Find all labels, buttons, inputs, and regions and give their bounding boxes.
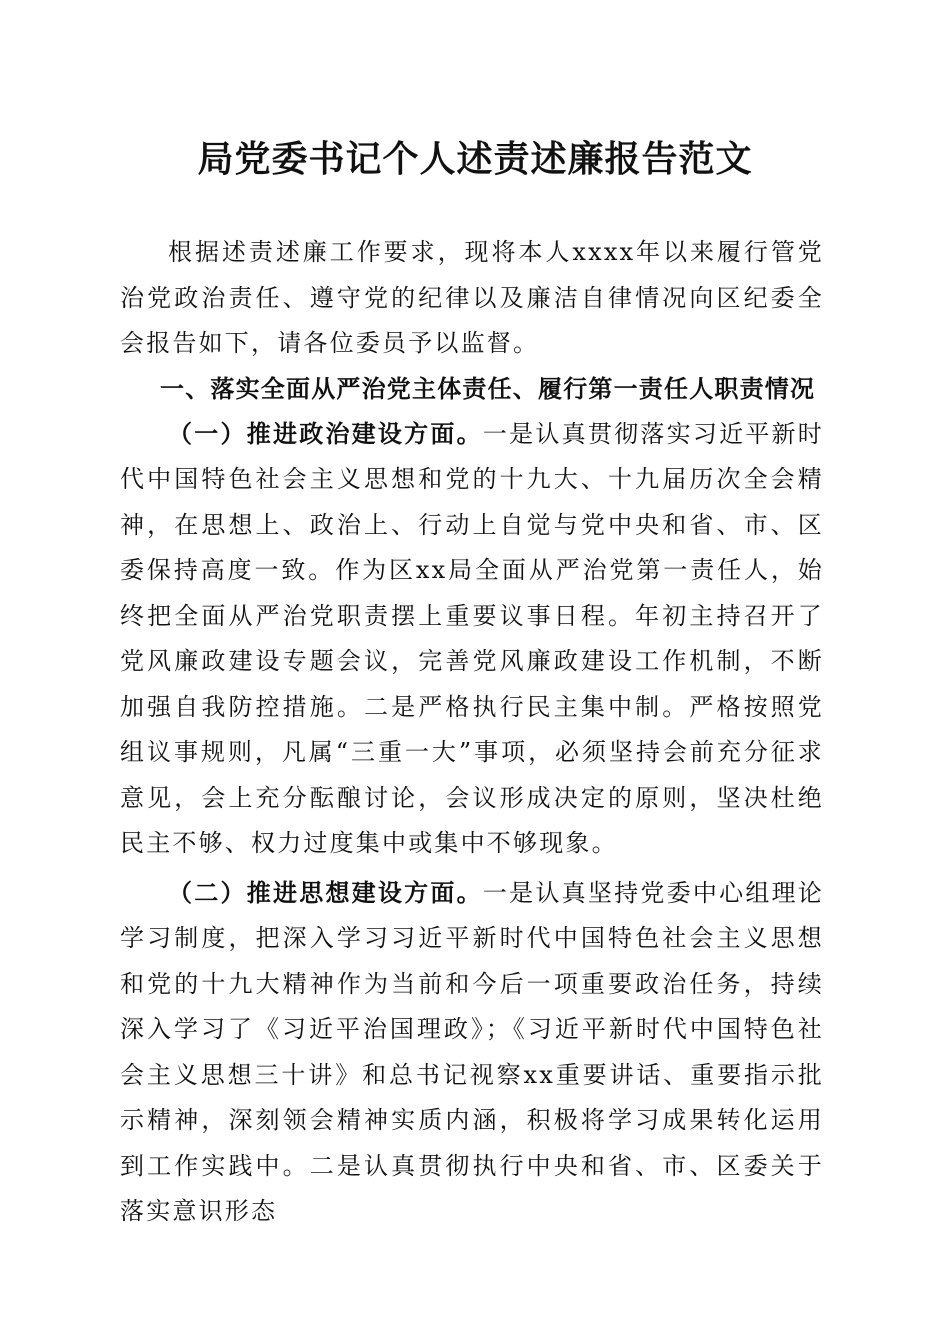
paragraph-lead: （二）推进思想建设方面。 (168, 877, 483, 907)
paragraph-political-construction (120, 411, 824, 867)
section-heading: 一、落实全面从严治党主体责任、履行第一责任人职责情况 (160, 373, 816, 403)
paragraph-text: 一是认真坚持党委中心组理论学习制度，把深入学习习近平新时代中国特色社会主义思想和党的十九大精神作为当前和今后一项重要政治任务，持续深入学习了《习近平治国理政》；《习近平新时代中国特色社会主义思想三十讲》和总书记视察xx重要讲话、重要指示批示精神，深刻领会精神实质内涵，积极将学习成果转化运用到工作实践中。二是认真贯彻执行中央和省、市、区委关于落实意识形态 (120, 878, 824, 1225)
paragraph-text: 一是认真贯彻落实习近平新时代中国特色社会主义思想和党的十九大、十九届历次全会精神，在思想上、政治上、行动上自觉与党中央和省、市、区委保持高度一致。作为区xx局全面从严治党第一责任人，始终把全面从严治党职责摆上重要议事日程。年初主持召开了党风廉政建设专题会议，完善党风廉政建设工作机制，不断加强自我防控措施。二是严格执行民主集中制。严格按照党组议事规则，凡属“三重一大”事项，必须坚持会前充分征求意见，会上充分酝酿讨论，会议形成决定的原则，坚决杜绝民主不够、权力过度集中或集中不够现象。 (120, 419, 824, 857)
intro-paragraph: 根据述责述廉工作要求，现将本人xxxx年以来履行管党治党政治责任、遵守党的纪律以及廉洁自律情况向区纪委全会报告如下，请各位委员予以监督。 (120, 238, 824, 357)
paragraph-lead: （一）推进政治建设方面。 (168, 418, 483, 448)
paragraph-ideological-construction (120, 870, 824, 1235)
document-title: 局党委书记个人述责述廉报告范文 (197, 138, 753, 180)
document-body (120, 230, 824, 1235)
